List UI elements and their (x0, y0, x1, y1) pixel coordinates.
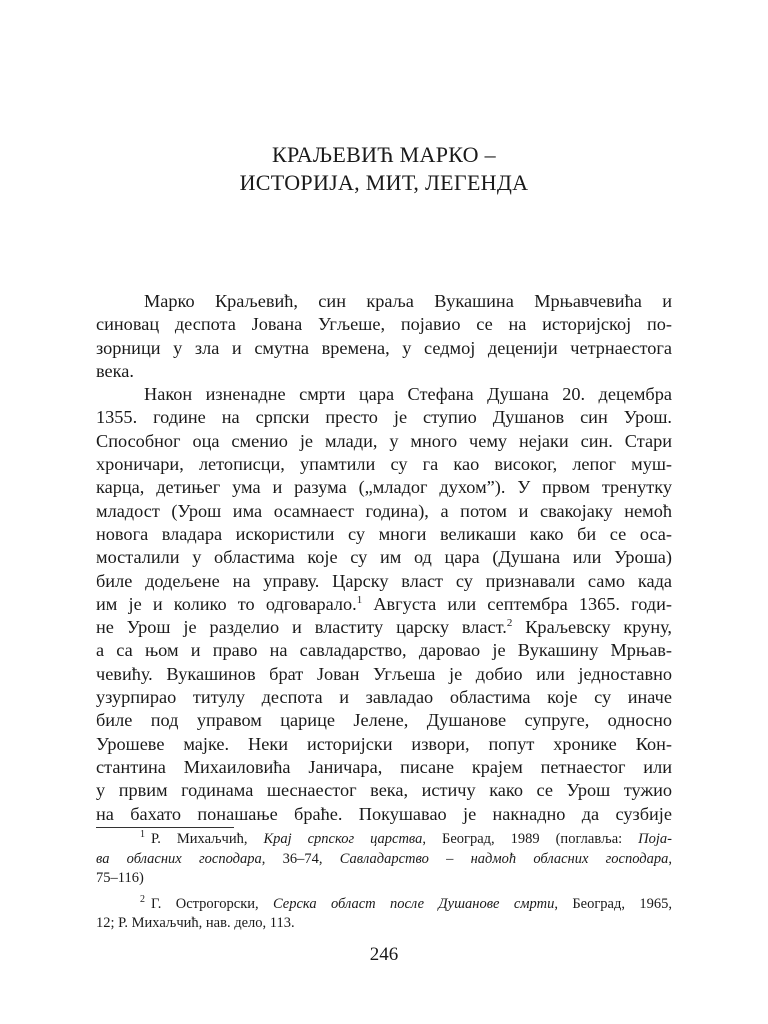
footnote-text: , Београд, 1965, (554, 895, 672, 912)
footnote-ref-2[interactable]: 2 (506, 617, 513, 630)
footnote-book-title: Серска област после Душанове смрти (273, 895, 555, 912)
text-line: века. (96, 360, 134, 381)
text-segment: не Урош је разделио и властиту царску власт. (96, 617, 507, 638)
text-line (96, 593, 672, 616)
text-line: Способног оца сменио је млади, у много чему нејаки син. Стари (96, 430, 672, 451)
footnote-number-2: 2 (140, 893, 145, 905)
footnote-1-line (96, 830, 672, 850)
body-text (96, 290, 672, 826)
text-line: 1355. године на српски престо је ступио Душанов син Урош. (96, 407, 672, 428)
footnote-book-title: Крај српског царства (263, 831, 423, 847)
text-line: биле под управом царице Јелене, Душанове супруге, односно (96, 710, 672, 731)
footnote-2-line: 12; Р. Михаљчић, нав. дело, 113. (96, 915, 295, 931)
text-line: синовац деспота Јована Угљеше, појавио се на историјској по- (96, 314, 672, 335)
text-line: на бахато понашање браће. Покушавао је накнадно да сузбије (96, 803, 672, 824)
text-line: чевићу. Вукашинов брат Јован Угљеша је добио или једноставно (96, 663, 672, 684)
title-line-1: КРАЉЕВИЋ МАРКО – (272, 142, 496, 167)
footnote-text: Р. Михаљчић, (151, 831, 264, 847)
text-segment: им је и колико то одговарало. (96, 593, 357, 614)
footnote-chapter-title: ва обласних господара (96, 850, 262, 867)
text-line: Марко Краљевић, син краља Вукашина Мрњавчевића и (144, 291, 672, 311)
text-line: Урошеве мајке. Неки историјски извори, попут хронике Кон- (96, 733, 672, 754)
text-line: а са њом и право на савладарство, даровао је Вукашину Мрњав- (96, 640, 672, 661)
text-line: карца, детињег ума и разума („младог духом”). У првом тренутку (96, 477, 672, 498)
title-line-2: ИСТОРИЈА, МИТ, ЛЕГЕНДА (239, 170, 529, 195)
footnote-number-1: 1 (140, 829, 145, 841)
footnote-ref-1[interactable]: 1 (356, 593, 363, 606)
footnote-1-line (96, 850, 672, 870)
text-line: младост (Урош има осамнаест година), а потом и свакојаку немоћ (96, 500, 672, 521)
text-line: новога владара искористили су многи великаши како би се оса- (96, 523, 672, 544)
footnote-text: , (668, 850, 673, 867)
text-line: узурпирао титулу деспота и завладао областима које су иначе (96, 687, 672, 708)
text-line: Након изненадне смрти цара Стефана Душана 20. децембра (144, 384, 672, 405)
footnote-divider (96, 827, 234, 828)
footnote-1-line: 75–116) (96, 870, 144, 886)
footnote-chapter-title: Поја- (638, 831, 673, 847)
footnote-text: Г. Острогорски, (151, 895, 274, 912)
footnote-chapter-title: Савладарство – надмоћ обласних господара (339, 850, 669, 867)
text-segment: Краљевску круну, (512, 617, 672, 638)
text-line: зорници у зла и смутна времена, у седмој деценији четрнаестога (96, 337, 672, 358)
footnote-text: , 36–74, (261, 850, 340, 867)
page-title (0, 141, 768, 197)
text-line: биле додељене на управу. Царску власт су признавали само када (96, 570, 672, 591)
footnote-text: , Београд, 1989 (поглавља: (422, 831, 639, 847)
text-line: мосталили у областима које су им од цара (Душана или Уроша) (96, 547, 672, 568)
footnotes (96, 830, 672, 934)
footnote-2-line (96, 895, 672, 915)
page-number: 246 (369, 944, 399, 965)
text-line (96, 616, 672, 639)
text-line: у првим годинама шеснаестог века, истичу како се Урош тужио (96, 780, 672, 801)
text-segment: Августа или септембра 1365. годи- (362, 593, 672, 614)
text-line: хроничари, летописци, упамтили су га као високог, лепог муш- (96, 454, 672, 475)
text-line: стантина Михаиловића Јаничара, писане крајем петнаестог или (96, 756, 672, 777)
